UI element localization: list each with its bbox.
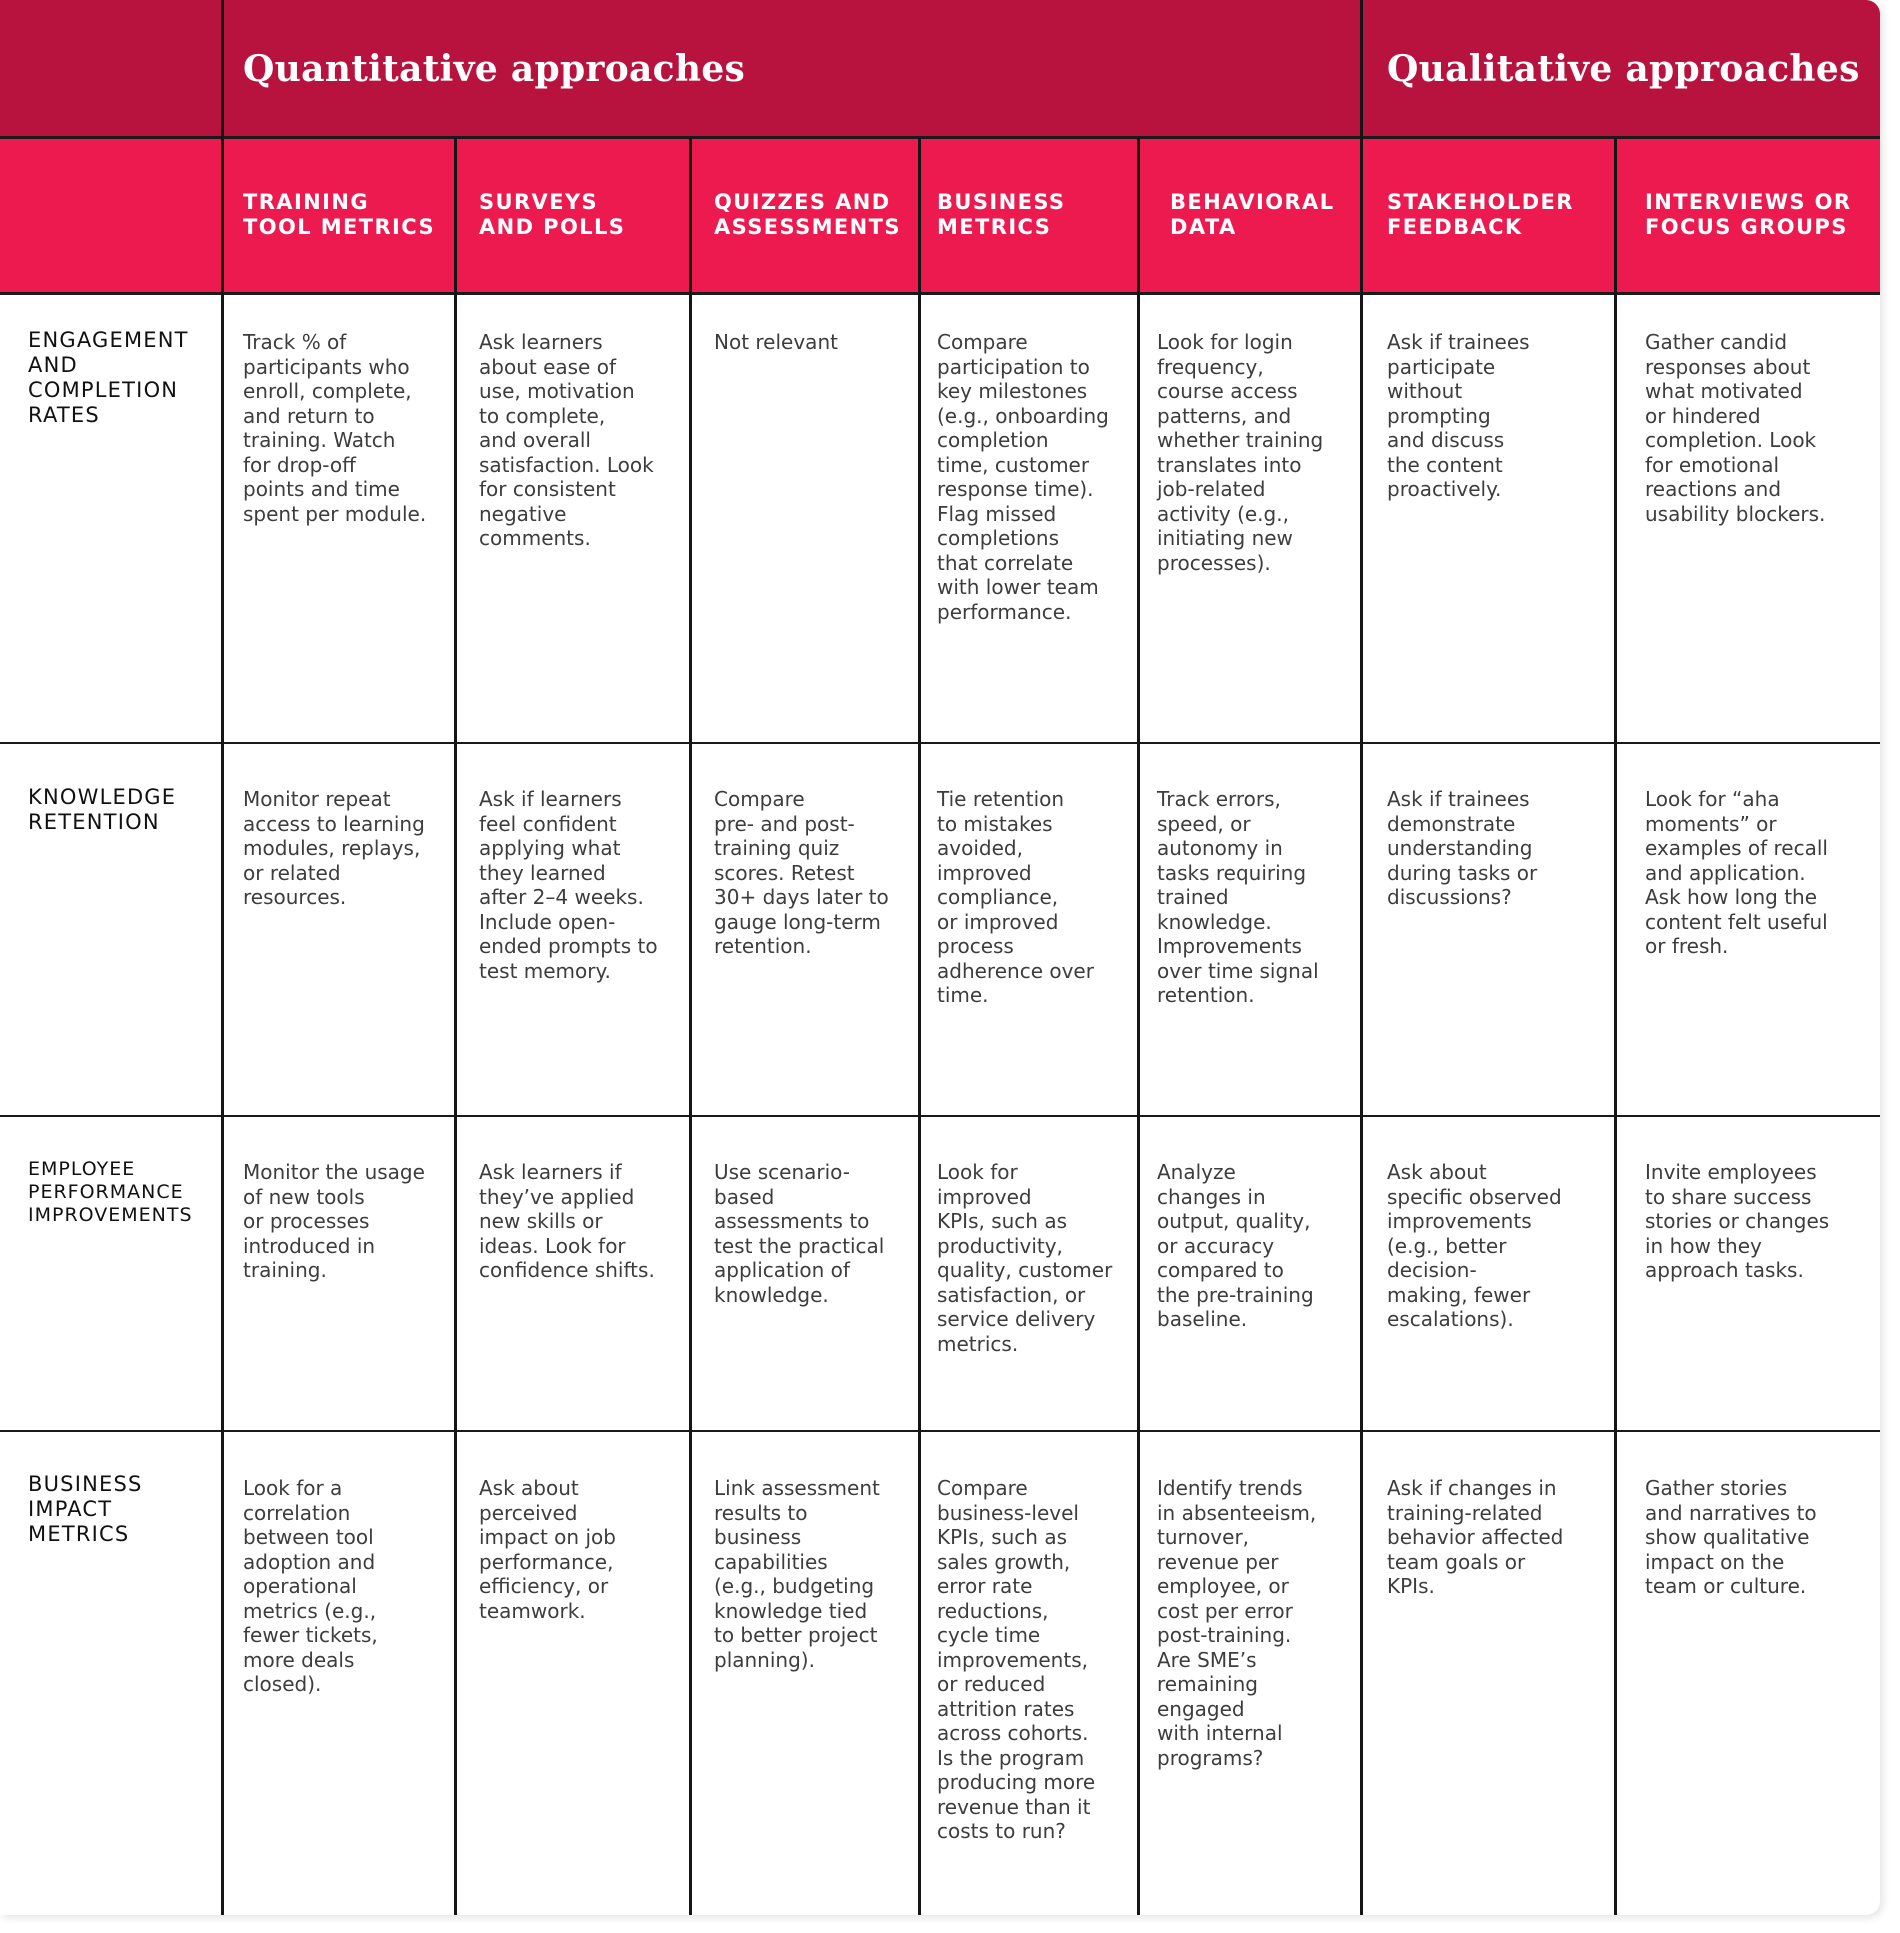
column-divider-5	[1137, 138, 1140, 1915]
column-header-quizzes-and-assessments: QUIZZES AND ASSESSMENTS	[714, 190, 901, 239]
column-divider-7	[1614, 138, 1617, 1915]
divider-row-2	[0, 1115, 1880, 1117]
cell-engagement-business: Compare participation to key milestones (e.g., onboarding completion time, customer response time). Flag missed completions that correlate with lower team performance.	[937, 330, 1109, 624]
column-header-business-metrics: BUSINESS METRICS	[937, 190, 1066, 239]
column-header-stakeholder-feedback: STAKEHOLDER FEEDBACK	[1387, 190, 1574, 239]
row-label-business-impact: BUSINESS IMPACT METRICS	[28, 1472, 143, 1546]
cell-performance-quizzes: Use scenario- based assessments to test the practical application of knowledge.	[714, 1160, 885, 1307]
cell-engagement-stakeholder: Ask if trainees participate without prompting and discuss the content proactively.	[1387, 330, 1530, 501]
cell-engagement-quizzes: Not relevant	[714, 330, 838, 354]
cell-retention-behavioral: Track errors, speed, or autonomy in tasks requiring trained knowledge. Improvements over time signal retention.	[1157, 787, 1319, 1007]
cell-engagement-interviews: Gather candid responses about what motivated or hindered completion. Look for emotional reactions and usability blockers.	[1645, 330, 1826, 526]
cell-retention-interviews: Look for “aha moments” or examples of recall and application. Ask how long the content felt useful or fresh.	[1645, 787, 1828, 958]
divider-group-header	[0, 136, 1880, 139]
cell-impact-surveys: Ask about perceived impact on job performance, efficiency, or teamwork.	[479, 1476, 616, 1623]
cell-engagement-training-tool: Track % of participants who enroll, complete, and return to training. Watch for drop-off points and time spent per module.	[243, 330, 427, 526]
cell-impact-training-tool: Look for a correlation between tool adoption and operational metrics (e.g., fewer tickets, more deals closed).	[243, 1476, 378, 1696]
column-divider-6	[1360, 0, 1363, 1915]
column-header-interviews-or-focus-groups: INTERVIEWS OR FOCUS GROUPS	[1645, 190, 1852, 239]
cell-performance-stakeholder: Ask about specific observed improvements (e.g., better decision- making, fewer escalations).	[1387, 1160, 1562, 1331]
cell-retention-stakeholder: Ask if trainees demonstrate understanding during tasks or discussions?	[1387, 787, 1538, 909]
cell-performance-surveys: Ask learners if they’ve applied new skills or ideas. Look for confidence shifts.	[479, 1160, 655, 1282]
cell-performance-training-tool: Monitor the usage of new tools or processes introduced in training.	[243, 1160, 425, 1282]
cell-retention-business: Tie retention to mistakes avoided, improved compliance, or improved process adherence over time.	[937, 787, 1094, 1007]
column-header-behavioral-data: BEHAVIORAL DATA	[1170, 190, 1335, 239]
cell-performance-behavioral: Analyze changes in output, quality, or accuracy compared to the pre-training baseline.	[1157, 1160, 1314, 1331]
cell-impact-quizzes: Link assessment results to business capabilities (e.g., budgeting knowledge tied to better project planning).	[714, 1476, 880, 1672]
row-label-performance: EMPLOYEE PERFORMANCE IMPROVEMENTS	[28, 1158, 193, 1226]
cell-engagement-surveys: Ask learners about ease of use, motivation to complete, and overall satisfaction. Look for consistent negative comments.	[479, 330, 654, 550]
cell-impact-business: Compare business-level KPIs, such as sales growth, error rate reductions, cycle time improvements, or reduced attrition rates across cohorts. Is the program producing more revenue than it costs to run?	[937, 1476, 1096, 1843]
cell-retention-quizzes: Compare pre- and post- training quiz scores. Retest 30+ days later to gauge long-term retention.	[714, 787, 889, 958]
cell-impact-interviews: Gather stories and narratives to show qualitative impact on the team or culture.	[1645, 1476, 1817, 1598]
column-divider-1	[221, 0, 224, 1915]
group-title-qualitative: Qualitative approaches	[1387, 48, 1860, 90]
column-header-training-tool-metrics: TRAINING TOOL METRICS	[243, 190, 435, 239]
cell-performance-business: Look for improved KPIs, such as productivity, quality, customer satisfaction, or service delivery metrics.	[937, 1160, 1113, 1356]
cell-retention-surveys: Ask if learners feel confident applying what they learned after 2–4 weeks. Include open- ended prompts to test memory.	[479, 787, 658, 983]
cell-engagement-behavioral: Look for login frequency, course access patterns, and whether training translates into job-related activity (e.g., initiating new processes).	[1157, 330, 1324, 575]
column-divider-4	[918, 138, 921, 1915]
column-header-surveys-and-polls: SURVEYS AND POLLS	[479, 190, 626, 239]
column-divider-3	[689, 138, 692, 1915]
group-title-quantitative: Quantitative approaches	[243, 48, 746, 90]
row-label-engagement: ENGAGEMENT AND COMPLETION RATES	[28, 328, 189, 427]
column-divider-2	[454, 138, 457, 1915]
cell-impact-behavioral: Identify trends in absenteeism, turnover, revenue per employee, or cost per error post-training. Are SME’s remaining engaged with internal programs?	[1157, 1476, 1317, 1770]
divider-row-1	[0, 742, 1880, 744]
cell-impact-stakeholder: Ask if changes in training-related behavior affected team goals or KPIs.	[1387, 1476, 1564, 1598]
cell-retention-training-tool: Monitor repeat access to learning modules, replays, or related resources.	[243, 787, 425, 909]
divider-row-3	[0, 1430, 1880, 1432]
divider-column-header	[0, 292, 1880, 295]
cell-performance-interviews: Invite employees to share success stories or changes in how they approach tasks.	[1645, 1160, 1830, 1282]
row-label-knowledge-retention: KNOWLEDGE RETENTION	[28, 785, 177, 834]
